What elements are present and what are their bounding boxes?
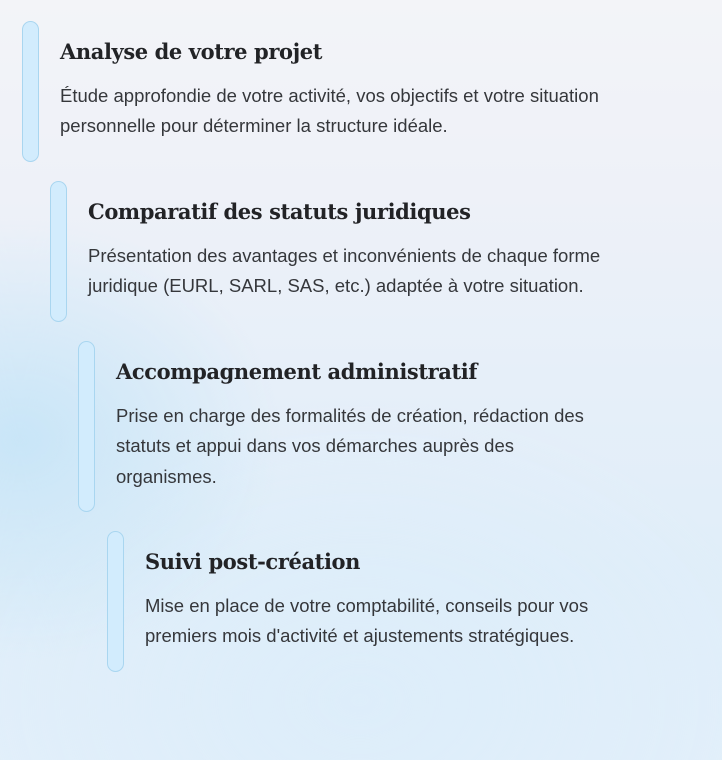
step-description-line: statuts et appui dans vos démarches auprès des [116, 435, 514, 457]
step-description-line: personnelle pour déterminer la structure idéale. [60, 115, 448, 137]
step-description-line: Mise en place de votre comptabilité, conseils pour vos [145, 595, 589, 616]
step-description-line: premiers mois d'activité et ajustements stratégiques. [145, 625, 575, 647]
step-description-line: Étude approfondie de votre activité, vos objectifs et votre situation [60, 85, 599, 106]
step-accent-bar [50, 181, 67, 322]
step-title: Analyse de votre projet [60, 39, 323, 64]
step-accent-bar [78, 341, 95, 512]
step-description [145, 591, 722, 652]
step-title: Accompagnement administratif [116, 359, 477, 384]
step-description [60, 81, 640, 142]
step-accent-bar [107, 531, 124, 672]
step-description-line: Présentation des avantages et inconvénients de chaque forme [88, 245, 601, 266]
step-description-line: organismes. [116, 465, 217, 487]
step-description [88, 241, 668, 302]
step-description [116, 401, 646, 492]
step-accent-bar [22, 21, 39, 162]
step-title: Comparatif des statuts juridiques [88, 199, 471, 224]
step-title: Suivi post-création [145, 549, 361, 574]
step-description-line: Prise en charge des formalités de création, rédaction des [116, 405, 584, 426]
step-description-line: juridique (EURL, SARL, SAS, etc.) adaptée à votre situation. [88, 275, 584, 297]
